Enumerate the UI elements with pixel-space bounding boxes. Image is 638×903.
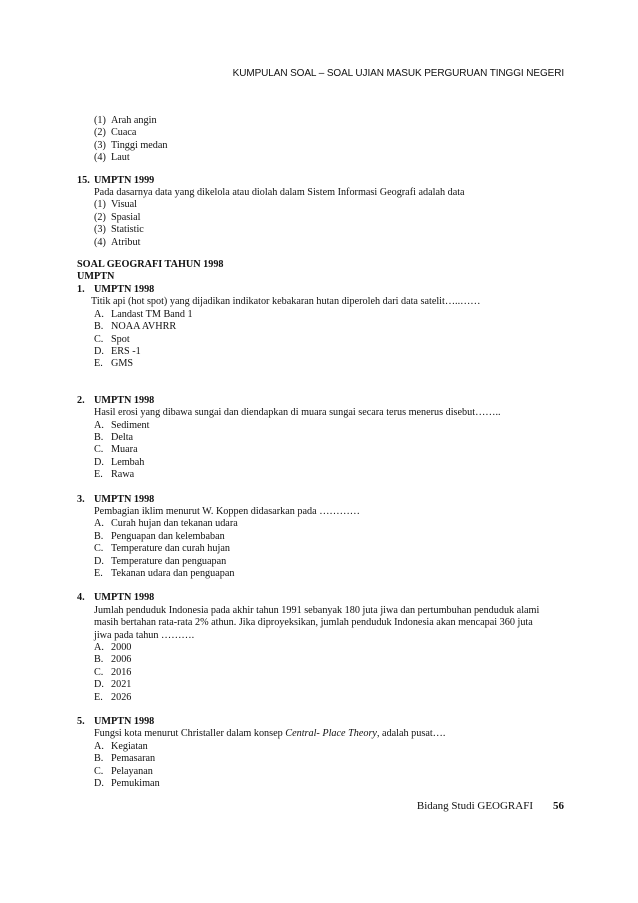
option: (3) Tinggi medan — [94, 139, 168, 151]
question-4 — [77, 592, 577, 704]
option: D. Temperature dan penguapan — [94, 555, 227, 567]
question-text-line: Jumlah penduduk Indonesia pada akhir tahun 1991 sebanyak 180 juta jiwa dan pertumbuhan penduduk alami — [94, 604, 540, 616]
option: (1) Visual — [94, 199, 137, 211]
option: D. ERS -1 — [94, 345, 141, 357]
option: (3) Statistic — [94, 224, 144, 236]
question-header: 2. UMPTN 1998 — [77, 394, 155, 406]
question-text: Hasil erosi yang dibawa sungai dan diendapkan di muara sungai secara terus menerus disebut…….. — [94, 407, 501, 419]
question-5 — [77, 716, 577, 790]
question-text-line: jiwa pada tahun ………. — [94, 629, 195, 641]
option: B. Penguapan dan kelembaban — [94, 530, 225, 542]
option: A. Landast TM Band 1 — [94, 308, 193, 320]
option: B. Delta — [94, 431, 134, 443]
option: (4) Laut — [94, 152, 130, 164]
question-text: Pembagian iklim menurut W. Koppen didasarkan pada ………… — [94, 505, 360, 517]
question-1 — [77, 284, 577, 371]
option: (1) Arah angin — [94, 115, 157, 126]
option: D. Pemukiman — [94, 778, 160, 790]
question-2 — [77, 395, 577, 482]
page-header: KUMPULAN SOAL – SOAL UJIAN MASUK PERGURUAN TINGGI NEGERI — [232, 68, 564, 79]
option: D. 2021 — [94, 679, 132, 691]
section-subtitle: UMPTN — [77, 271, 115, 283]
option: (4) Atribut — [94, 236, 141, 248]
option: C. 2016 — [94, 666, 132, 678]
option: C. Temperature dan curah hujan — [94, 543, 230, 555]
question-15 — [77, 175, 577, 249]
option: (2) Spasial — [94, 211, 141, 223]
option: C. Pelayanan — [94, 765, 153, 777]
option: (2) Cuaca — [94, 127, 137, 139]
question-header: 15. UMPTN 1999 — [77, 174, 155, 186]
option: C. Muara — [94, 444, 138, 456]
question-header: 5. UMPTN 1998 — [77, 716, 155, 728]
option: E. Rawa — [94, 469, 135, 481]
option: B. Pemasaran — [94, 753, 156, 765]
question-3 — [77, 494, 577, 581]
option: B. 2006 — [94, 654, 132, 666]
option: A. 2000 — [94, 642, 132, 654]
footer-subject: Bidang Studi GEOGRAFI — [416, 800, 533, 812]
page-footer — [417, 800, 564, 812]
section-title: SOAL GEOGRAFI TAHUN 1998 — [77, 259, 224, 271]
option: E. GMS — [94, 358, 134, 370]
question-text: Titik api (hot spot) yang dijadikan indikator kebakaran hutan diperoleh dari data satelit…..…… — [91, 296, 481, 308]
page-content — [77, 115, 577, 791]
page-number: 56 — [553, 800, 564, 812]
option: E. Tekanan udara dan penguapan — [94, 568, 235, 579]
option: A. Kegiatan — [94, 740, 148, 752]
option: B. NOAA AVHRR — [94, 321, 177, 333]
question-text: Pada dasarnya data yang dikelola atau diolah dalam Sistem Informasi Geografi adalah data — [94, 187, 465, 199]
option: A. Sediment — [94, 419, 150, 431]
question-text: Fungsi kota menurut Christaller dalam konsep Central- Place Theory, adalah pusat…. — [94, 728, 446, 740]
carry-options — [77, 115, 577, 165]
question-header: 3. UMPTN 1998 — [77, 493, 155, 505]
option: E. 2026 — [94, 691, 132, 703]
option: D. Lembah — [94, 456, 145, 468]
option: A. Curah hujan dan tekanan udara — [94, 518, 238, 530]
question-text-line: masih bertahan rata-rata 2% athun. Jika diproyeksikan, jumlah penduduk Indonesia akan mencapai 360 juta — [94, 617, 533, 629]
question-header: 1. UMPTN 1998 — [77, 283, 155, 295]
question-header: 4. UMPTN 1998 — [77, 592, 155, 604]
option: C. Spot — [94, 333, 130, 345]
